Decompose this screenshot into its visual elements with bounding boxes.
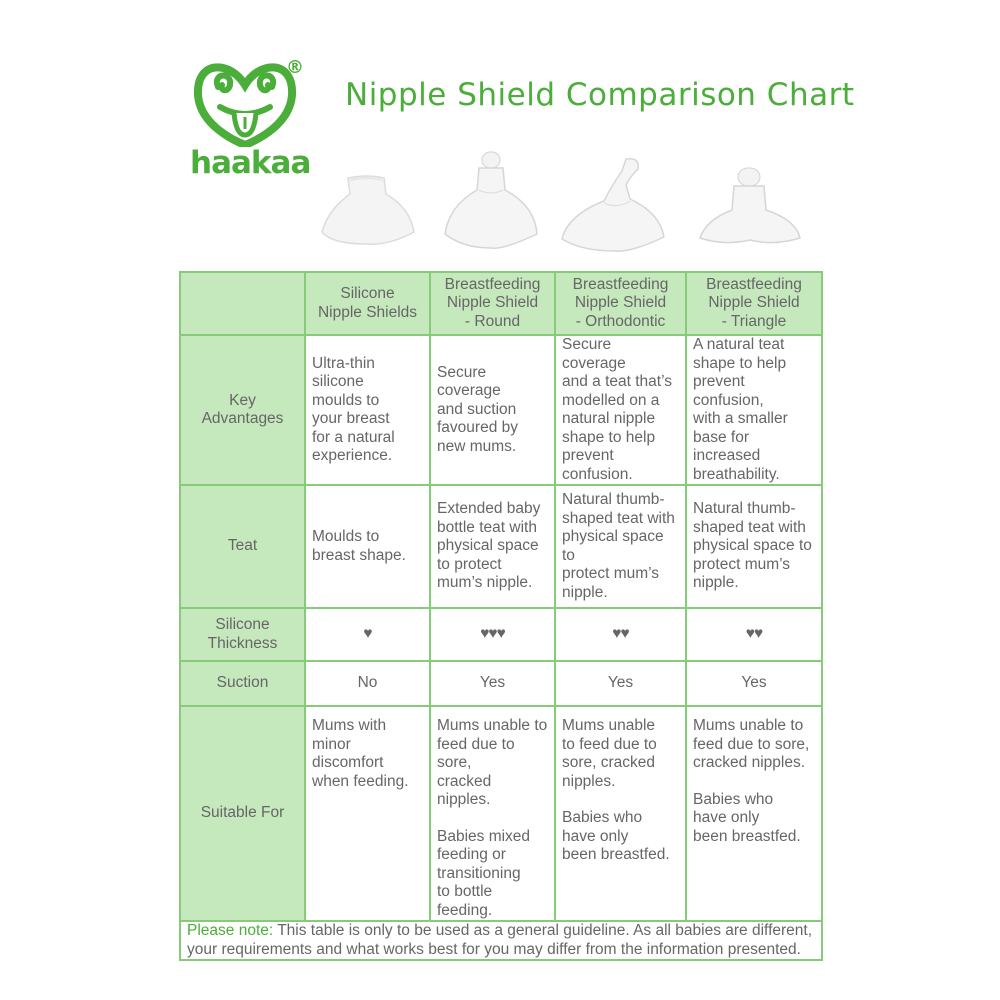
- cell-line: Mums unable to: [437, 717, 548, 734]
- cell-line: protect mum’s: [562, 565, 660, 582]
- cell-line: favoured by: [437, 419, 518, 437]
- row-note: [180, 921, 822, 960]
- cell-line: Mums unable to: [693, 717, 804, 734]
- row-thickness: [180, 608, 822, 661]
- round-nipple-shield-image: [443, 150, 539, 250]
- cell-suitable-orthodontic: [555, 706, 686, 921]
- cell-teat-round: [430, 485, 555, 608]
- cell-suitable-round: [430, 706, 555, 921]
- cell-line: have only: [693, 809, 760, 826]
- baby-face-logo-icon: [190, 55, 300, 147]
- row-label-key-advantages: Key Advantages: [180, 335, 305, 485]
- cell-line: nipple.: [693, 574, 739, 592]
- orthodontic-nipple-shield-image: [560, 155, 668, 253]
- cell-line: have only: [562, 827, 629, 845]
- row-label-teat: Teat: [180, 485, 305, 608]
- cell-line: and suction: [437, 400, 517, 418]
- row-key-advantages: [180, 335, 822, 485]
- note-text: This table is only to be used as a general guideline. As all babies are different, your requirements and what works best for you may differ from the information presented.: [187, 922, 813, 958]
- cell-line: physical space to: [562, 528, 664, 564]
- cell-line: to feed due to: [562, 735, 657, 753]
- cell-line: cracked nipples.: [693, 754, 806, 771]
- triangle-nipple-shield-image: [698, 166, 802, 246]
- heart-icon: ♥: [620, 625, 629, 643]
- cell-line: Extended baby: [437, 500, 541, 518]
- cell-line: prevent confusion,: [693, 373, 764, 409]
- cell-thickness-silicone: [305, 608, 430, 661]
- col-header-orthodontic: Breastfeeding Nipple Shield - Orthodontic: [555, 272, 686, 335]
- cell-line: discomfort: [312, 754, 384, 771]
- cell-line: nipples.: [562, 772, 616, 790]
- cell-line: with a smaller: [693, 410, 788, 427]
- cell-line: Mums with: [312, 717, 387, 734]
- cell-line: Babies mixed: [437, 827, 531, 845]
- cell-line: coverage: [437, 382, 501, 400]
- heart-icon: ♥: [363, 625, 372, 643]
- cell-line: been breastfed.: [562, 846, 670, 863]
- comparison-table: [179, 271, 823, 961]
- cell-line: shape to help: [562, 428, 656, 446]
- cell-line: Natural thumb-: [693, 500, 796, 518]
- cell-line: feeding or: [437, 846, 506, 863]
- heart-icon: ♥: [612, 625, 621, 643]
- heart-icon: ♥: [496, 625, 505, 643]
- cell-suction-orthodontic: Yes: [555, 661, 686, 706]
- haakaa-logo: [190, 55, 315, 185]
- cell-suction-silicone: No: [305, 661, 430, 706]
- header-row: [180, 272, 822, 335]
- cell-line: silicone: [312, 373, 364, 390]
- cell-line: for a natural: [312, 428, 395, 446]
- cell-line: A natural teat: [693, 336, 785, 353]
- cell-line: Moulds to: [312, 528, 380, 545]
- cell-line: base for increased: [693, 428, 761, 464]
- heart-icon: ♥: [745, 625, 754, 643]
- registered-mark: ®: [286, 57, 304, 78]
- cell-line: experience.: [312, 447, 393, 464]
- cell-line: and a teat that’s: [562, 373, 673, 390]
- cell-teat-triangle: [686, 485, 822, 608]
- cell-line: prevent: [562, 447, 614, 464]
- row-label-suction: Suction: [180, 661, 305, 706]
- cell-line: cracked nipples.: [437, 772, 492, 808]
- cell-line: Natural thumb-: [562, 491, 665, 508]
- cell-line: feed due to sore,: [437, 735, 515, 771]
- cell-line: minor: [312, 735, 351, 753]
- cell-line: when feeding.: [312, 772, 409, 790]
- cell-key-advantages-round: [430, 335, 555, 485]
- row-label-suitable-for: Suitable For: [180, 706, 305, 921]
- cell-line: physical space: [437, 537, 539, 555]
- col-header-triangle: Breastfeeding Nipple Shield - Triangle: [686, 272, 822, 335]
- brand-name: haakaa: [190, 145, 311, 181]
- cell-line: protect mum’s: [693, 555, 791, 573]
- cell-suitable-triangle: [686, 706, 822, 921]
- cell-suitable-silicone: [305, 706, 430, 921]
- cell-line: nipple.: [562, 583, 608, 601]
- cell-key-advantages-triangle: [686, 335, 822, 485]
- row-label-thickness: Silicone Thickness: [180, 608, 305, 661]
- row-teat: [180, 485, 822, 608]
- heart-icon: ♥: [480, 625, 489, 643]
- note-label: Please note:: [187, 922, 274, 939]
- cell-line: Ultra-thin: [312, 354, 375, 372]
- heart-icon: ♥: [488, 625, 497, 643]
- cell-thickness-triangle: [686, 608, 822, 661]
- col-header-silicone: Silicone Nipple Shields: [305, 272, 430, 335]
- cell-line: Babies who: [562, 809, 643, 826]
- row-suction: [180, 661, 822, 706]
- silicone-nipple-shield-image: [318, 172, 418, 248]
- cell-line: to protect: [437, 555, 502, 573]
- heart-icon: ♥: [754, 625, 763, 643]
- cell-line: feed due to sore,: [693, 735, 810, 753]
- cell-line: Mums unable: [562, 717, 656, 734]
- cell-line: modelled on a: [562, 391, 660, 409]
- cell-suction-triangle: Yes: [686, 661, 822, 706]
- cell-line: breathability.: [693, 465, 780, 483]
- cell-suction-round: Yes: [430, 661, 555, 706]
- cell-line: transitioning: [437, 864, 521, 882]
- cell-line: been breastfed.: [693, 827, 801, 845]
- row-suitable-for: [180, 706, 822, 921]
- cell-line: mum’s nipple.: [437, 574, 533, 592]
- cell-key-advantages-silicone: [305, 335, 430, 485]
- cell-line: to bottle feeding.: [437, 883, 493, 919]
- cell-line: natural nipple: [562, 410, 656, 427]
- cell-line: shaped teat with: [562, 509, 675, 527]
- cell-line: sore, cracked: [562, 754, 656, 771]
- cell-line: confusion.: [562, 465, 633, 483]
- col-header-round: Breastfeeding Nipple Shield - Round: [430, 272, 555, 335]
- cell-teat-silicone: [305, 485, 430, 608]
- cell-line: shape to help: [693, 354, 787, 372]
- cell-thickness-orthodontic: [555, 608, 686, 661]
- disclaimer-note: [180, 921, 822, 960]
- cell-line: breast shape.: [312, 546, 406, 564]
- cell-teat-orthodontic: [555, 485, 686, 608]
- cell-line: Babies who: [693, 790, 774, 808]
- cell-line: your breast: [312, 410, 390, 427]
- cell-line: bottle teat with: [437, 518, 537, 536]
- cell-line: Secure: [437, 363, 487, 381]
- cell-key-advantages-orthodontic: [555, 335, 686, 485]
- cell-thickness-round: [430, 608, 555, 661]
- cell-line: shaped teat with: [693, 518, 806, 536]
- cell-line: new mums.: [437, 437, 517, 455]
- cell-line: moulds to: [312, 391, 380, 409]
- page-title: Nipple Shield Comparison Chart: [345, 77, 855, 113]
- corner-cell: [180, 272, 305, 335]
- cell-line: physical space to: [693, 537, 812, 555]
- cell-line: Secure coverage: [562, 336, 626, 372]
